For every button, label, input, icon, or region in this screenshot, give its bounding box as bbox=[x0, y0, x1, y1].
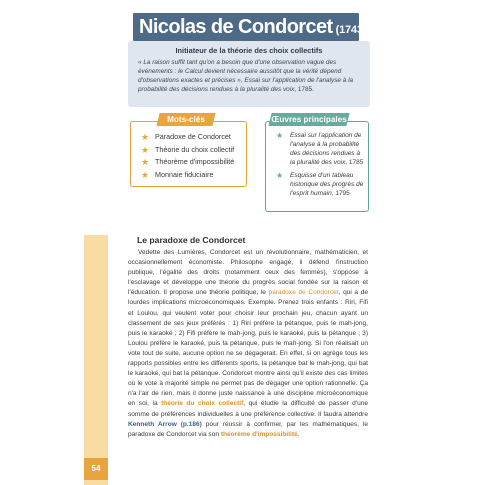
keyword-label: Théorème d'impossibilité bbox=[155, 157, 235, 166]
star-icon: ★ bbox=[141, 144, 150, 155]
star-icon: ★ bbox=[141, 157, 150, 167]
term-paradoxe: paradoxe de Condorcet bbox=[268, 289, 339, 297]
keyword-item bbox=[141, 156, 241, 169]
works-list bbox=[276, 131, 366, 202]
work-title: Esquisse d'un tableau historique des progrès de l'esprit humain bbox=[290, 172, 364, 197]
work-item bbox=[276, 131, 366, 167]
section-body bbox=[128, 248, 368, 440]
star-icon: ★ bbox=[276, 131, 284, 140]
keywords-list bbox=[141, 131, 241, 181]
term-choix-collectif: théorie du choix collectif bbox=[161, 400, 244, 408]
keyword-item bbox=[141, 144, 241, 157]
intro-box bbox=[128, 41, 370, 107]
keyword-label: Théorie du choix collectif bbox=[155, 144, 235, 154]
work-title: Essai sur l'application de l'analyse à la probabilité des décisions rendues à la pluralité des voix bbox=[290, 132, 362, 166]
keyword-label: Paradoxe de Condorcet bbox=[155, 132, 231, 141]
body-text: pour réussir à confirmer, par les mathématiques, le paradoxe de Condorcet via son bbox=[128, 420, 368, 438]
keyword-item bbox=[141, 131, 241, 144]
keyword-item bbox=[141, 169, 241, 182]
intro-work-title: Essai sur l'application de l'analyse à la probabilité des décisions rendues à la pluralité des voix bbox=[138, 77, 354, 93]
work-year: , 1785 bbox=[345, 159, 364, 166]
body-text: . bbox=[297, 430, 300, 438]
intro-work-prefix: , bbox=[240, 77, 245, 84]
section-title: Le paradoxe de Condorcet bbox=[137, 235, 246, 245]
title-dates: (1743 - 1794) bbox=[335, 24, 400, 36]
body-text: , qui étudie la difficulté de passer d'une somme de préférences individuelles à une préférence collective. Il faudra attendre bbox=[128, 400, 368, 418]
intro-quote-block bbox=[138, 58, 362, 94]
intro-work-year: , 1785. bbox=[294, 86, 314, 93]
keyword-label: Monnaie fiduciaire bbox=[155, 169, 214, 179]
cross-ref-arrow[interactable]: Kenneth Arrow (p.186) bbox=[128, 420, 202, 428]
work-item bbox=[276, 171, 366, 198]
body-text: Vedette des Lumières, Condorcet est un révolutionnaire, mathématicien, et occasionnellement économiste. Philosophe engagé, il défend l'instruction publique, l'égalité des droits (notamment ceux des femmes), s'oppose à l'esclavage et développe une théorie du progrès social fondée sur la raison et l'éducation. Il propose une théorie politique, le bbox=[128, 249, 368, 297]
intro-quote: « La raison suffit tant qu'on a besoin que d'une observation vague des événements : le Calcul devient nécessaire aussitôt que la vérité dépend d'observations exactes et précises » bbox=[138, 59, 342, 84]
star-icon: ★ bbox=[141, 132, 150, 142]
works-title: Œuvres principales bbox=[271, 115, 347, 124]
star-icon: ★ bbox=[276, 171, 284, 180]
page-number: 54 bbox=[84, 458, 108, 480]
title-name: Nicolas de Condorcet bbox=[139, 16, 333, 38]
work-year: , 1795 bbox=[331, 190, 350, 197]
margin-band bbox=[84, 235, 108, 485]
title-banner bbox=[133, 13, 400, 41]
body-text: , qui a de lourdes implications microéconomiques. Exemple. Prenez trois enfants : Riri, Fifi et Loulou, qui veulent voter pour choisir leur prochain jeu, chacun ayant un classement de ses jeux préférés : 1) Riri préfère la pétanque, puis le mah-jong, puis le karaoké ; 2) Fifi préfère le mah-jong, puis le karaoké, puis la pétanque ; 3) Loulou préfère le karaoké, puis la pétanque, puis le mah-jong. Si l'on réalisait un vote tout de suite, aucune option ne se dégagerait. En effet, si on agrège tous les rapports possibles entre les différents sports, la pétanque bat le mah-jong, qui bat le karaoké, qui bat la pétanque. Condorcet montre ainsi qu'il existe des cas limites où le vote à majorité simple ne permet pas de dégager une option rationnelle. Ça n'a l'air de rien, mais il donne juste naissance à une discipline microéconomique en soi, la bbox=[128, 289, 368, 408]
intro-heading: Initiateur de la théorie des choix collectifs bbox=[175, 46, 323, 55]
term-impossibilite: théorème d'impossibilité bbox=[220, 430, 298, 438]
keywords-title: Mots-clés bbox=[167, 115, 205, 124]
page-title bbox=[139, 15, 399, 42]
star-icon: ★ bbox=[141, 169, 150, 180]
